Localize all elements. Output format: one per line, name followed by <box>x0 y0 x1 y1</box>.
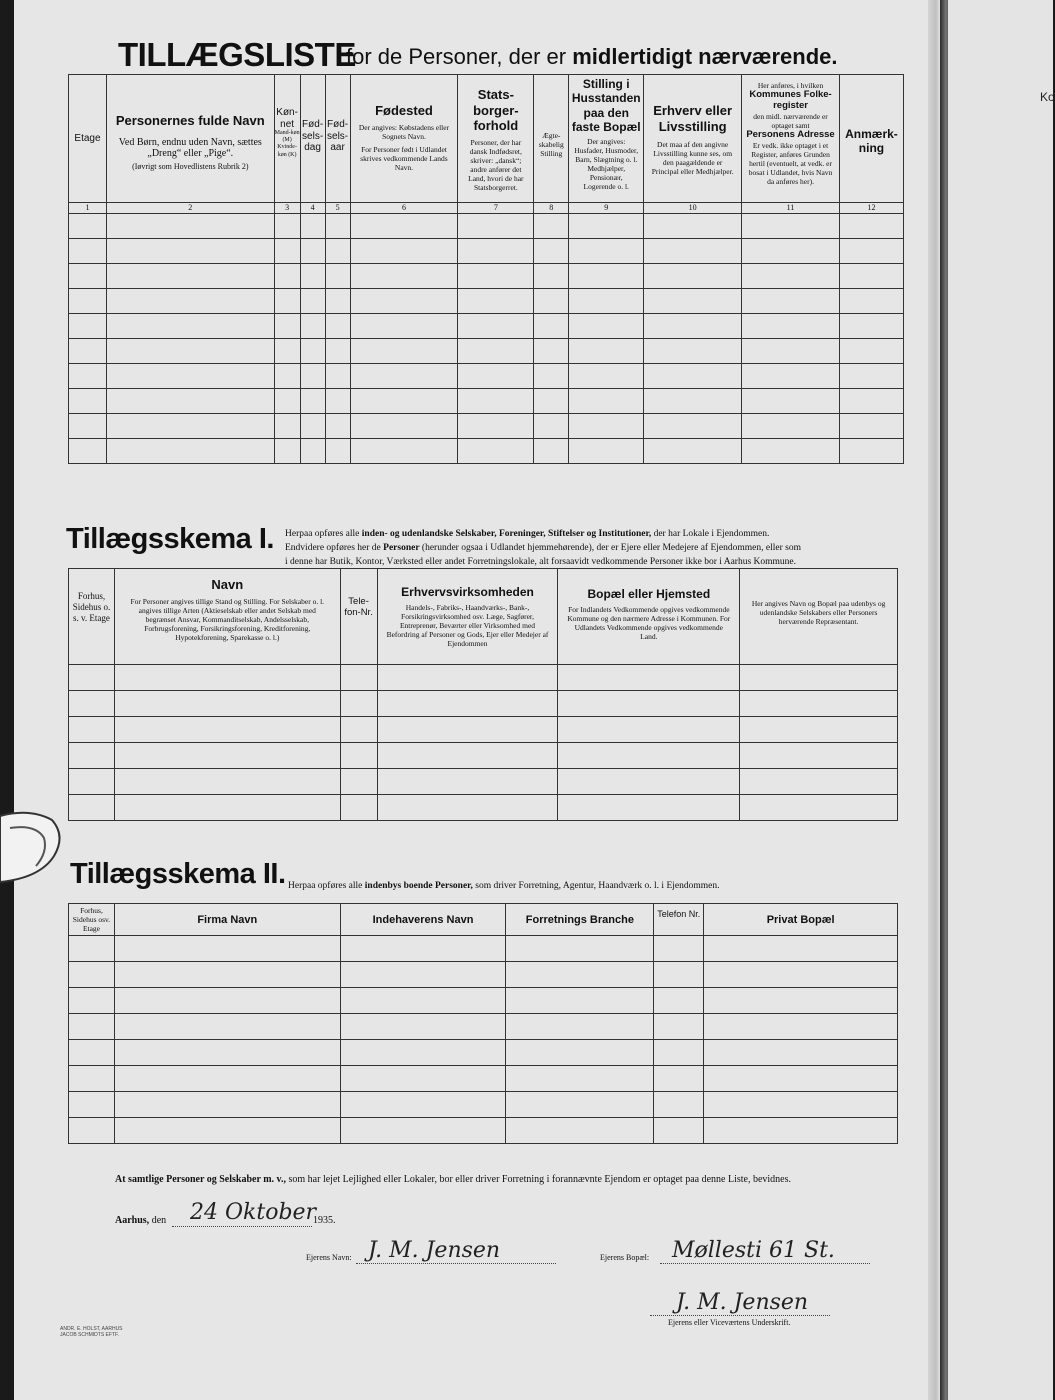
col-num: 1 <box>69 203 107 214</box>
table-cell <box>350 239 458 264</box>
table-cell <box>69 769 115 795</box>
table-cell <box>274 214 300 239</box>
table-row <box>69 795 898 821</box>
schema2-description: Herpaa opføres alle indenbys boende Personer, som driver Forretning, Agentur, Haandværk o. l. i Ejendommen. <box>288 881 720 891</box>
table-cell <box>839 289 903 314</box>
schema1-description: Herpaa opføres alle inden- og udenlandske Selskaber, Foreninger, Stiftelser og Institutioner, der har Lokale i Ejendommen. Endvidere opføres her de Personer (herunder ogsaa i Udlandet hjemmehørende), der er Ejere eller Medejere af Ejendommen, eller som i denne har Butik, Kontor, Værksted eller andet Forretningslokale, alt forsaavidt vedkommende Personer ikke bor i Aarhus Kommune. <box>285 529 801 567</box>
year: 1935. <box>313 1215 336 1226</box>
table-cell <box>654 1014 704 1040</box>
table-cell <box>458 414 534 439</box>
table-cell <box>654 962 704 988</box>
table-row <box>69 988 898 1014</box>
table-row <box>69 239 904 264</box>
table-cell <box>558 691 740 717</box>
table-cell <box>654 1092 704 1118</box>
table-cell <box>274 364 300 389</box>
table-cell <box>340 936 506 962</box>
owner-address-line <box>660 1263 870 1264</box>
table-cell <box>377 691 558 717</box>
table-cell <box>114 717 340 743</box>
table-cell <box>558 769 740 795</box>
s1-col-business: Erhvervsvirksomheden Handels-, Fabriks-, Haandværks-, Bank-, Forsikringsvirksomhed osv. Læge, Sagfører, Entreprenør, Beværter eller Virksomhed med Befordring af Personer og Gods, Ejer eller Medejer af Ejendommen <box>377 569 558 665</box>
table-cell <box>558 743 740 769</box>
schema2-title: Tillægsskema II. <box>70 858 286 890</box>
table-cell <box>839 214 903 239</box>
table-cell <box>106 389 274 414</box>
table-cell <box>69 289 107 314</box>
schema1-title: Tillægsskema I. <box>66 523 274 555</box>
table-cell <box>742 239 840 264</box>
table-cell <box>569 364 644 389</box>
table-cell <box>458 214 534 239</box>
table-cell <box>114 795 340 821</box>
col-etage: Etage <box>69 75 107 203</box>
table-cell <box>106 364 274 389</box>
schema2-rows <box>69 936 898 1144</box>
col-marital: Ægte-skabelig Stilling <box>534 75 569 203</box>
schema1-rows <box>69 665 898 821</box>
table-cell <box>458 364 534 389</box>
table-cell <box>506 1014 654 1040</box>
paper-clip <box>0 808 64 888</box>
table-cell <box>300 389 325 414</box>
table-cell <box>742 364 840 389</box>
table-cell <box>69 414 107 439</box>
table-cell <box>742 214 840 239</box>
col-num: 10 <box>644 203 742 214</box>
table-row <box>69 214 904 239</box>
table-cell <box>644 364 742 389</box>
table-cell <box>340 962 506 988</box>
col-household: Stilling i Husstanden paa den faste Bopæl Der angives: Husfader, Husmoder, Barn, Slægtning o. l. Medhjælper, Pensionær, Logerende o. l. <box>569 75 644 203</box>
table-cell <box>506 1040 654 1066</box>
table-cell <box>350 314 458 339</box>
table-row <box>69 414 904 439</box>
owner-name-label: Ejerens Navn: <box>306 1253 352 1262</box>
table-cell <box>114 743 340 769</box>
table-cell <box>340 1092 506 1118</box>
table-cell <box>534 339 569 364</box>
table-cell <box>300 414 325 439</box>
table-cell <box>839 414 903 439</box>
col-birthplace: Fødested Der angives: Købstadens eller Sognets Navn. For Personer født i Udlandet skrives vedkommende Lands Navn. <box>350 75 458 203</box>
table-cell <box>69 239 107 264</box>
table-cell <box>114 1092 340 1118</box>
table-cell <box>340 743 377 769</box>
table-cell <box>325 314 350 339</box>
col-num: 7 <box>458 203 534 214</box>
table-row <box>69 1014 898 1040</box>
table-cell <box>274 289 300 314</box>
table-cell <box>325 439 350 464</box>
table-cell <box>69 1040 115 1066</box>
table-cell <box>654 936 704 962</box>
table-cell <box>114 936 340 962</box>
col-num: 2 <box>106 203 274 214</box>
table-cell <box>340 665 377 691</box>
s2-col-owner: Indehaverens Navn <box>340 904 506 936</box>
table-cell <box>69 962 115 988</box>
table-cell <box>654 1040 704 1066</box>
signature-label: Ejerens eller Viceværtens Underskrift. <box>668 1318 791 1327</box>
table-cell <box>558 665 740 691</box>
table-cell <box>350 439 458 464</box>
table-cell <box>340 691 377 717</box>
table-cell <box>742 414 840 439</box>
table-cell <box>325 264 350 289</box>
col-remarks: Anmærk-ning <box>839 75 903 203</box>
table-cell <box>742 314 840 339</box>
table-cell <box>106 214 274 239</box>
table-cell <box>569 314 644 339</box>
table-row <box>69 962 898 988</box>
col-num: 8 <box>534 203 569 214</box>
col-occupation: Erhverv eller Livsstilling Det maa af den angivne Livsstilling kunne ses, om den paagældende er Principal eller Medhjælper. <box>644 75 742 203</box>
table-cell <box>274 439 300 464</box>
table-cell <box>350 264 458 289</box>
table-cell <box>350 214 458 239</box>
table-cell <box>350 339 458 364</box>
table-cell <box>704 1040 898 1066</box>
owner-address-label: Ejerens Bopæl: <box>600 1253 650 1262</box>
table-cell <box>704 988 898 1014</box>
table-cell <box>644 214 742 239</box>
table-cell <box>377 769 558 795</box>
table-cell <box>325 239 350 264</box>
table-row <box>69 264 904 289</box>
main-list-table <box>68 74 904 464</box>
table-cell <box>350 414 458 439</box>
table-row <box>69 439 904 464</box>
table-cell <box>106 414 274 439</box>
table-cell <box>644 264 742 289</box>
col-birthyear: Fød-sels-aar <box>325 75 350 203</box>
facing-page <box>948 0 1053 1400</box>
table-cell <box>742 439 840 464</box>
col-num: 3 <box>274 203 300 214</box>
table-row <box>69 1092 898 1118</box>
table-cell <box>114 1118 340 1144</box>
table-row <box>69 691 898 717</box>
col-register: Her anføres, i hvilken Kommunes Folke-register den midl. nærværende er optaget samt Personens Adresse Er vedk. ikke optaget i et Register, anføres Grunden hertil (eventuelt, at vedk. er bosat i Udlandet, hvis Navn da anføres her). <box>742 75 840 203</box>
table-cell <box>106 289 274 314</box>
table-cell <box>274 339 300 364</box>
table-cell <box>740 717 898 743</box>
table-cell <box>300 289 325 314</box>
table-cell <box>534 314 569 339</box>
table-cell <box>274 314 300 339</box>
table-cell <box>114 1014 340 1040</box>
owner-address-handwriting: Møllesti 61 St. <box>672 1238 835 1263</box>
table-cell <box>534 264 569 289</box>
table-cell <box>69 214 107 239</box>
table-cell <box>377 665 558 691</box>
table-cell <box>740 743 898 769</box>
table-cell <box>644 314 742 339</box>
table-cell <box>69 1118 115 1144</box>
table-cell <box>106 239 274 264</box>
table-cell <box>704 1092 898 1118</box>
table-cell <box>534 439 569 464</box>
table-cell <box>274 389 300 414</box>
table-cell <box>644 389 742 414</box>
table-cell <box>377 717 558 743</box>
table-row <box>69 364 904 389</box>
table-row <box>69 936 898 962</box>
table-cell <box>569 389 644 414</box>
table-cell <box>644 414 742 439</box>
table-cell <box>534 239 569 264</box>
table-cell <box>654 988 704 1014</box>
table-cell <box>325 389 350 414</box>
table-cell <box>69 1092 115 1118</box>
table-cell <box>325 339 350 364</box>
table-cell <box>704 1066 898 1092</box>
table-cell <box>839 339 903 364</box>
table-cell <box>654 1118 704 1144</box>
table-cell <box>839 239 903 264</box>
table-cell <box>274 239 300 264</box>
table-cell <box>69 665 115 691</box>
owner-name-line <box>356 1263 556 1264</box>
main-subtitle: for de Personer, der er midlertidigt nærværende. <box>346 44 838 69</box>
table-row <box>69 289 904 314</box>
table-cell <box>644 339 742 364</box>
table-cell <box>106 439 274 464</box>
table-cell <box>114 665 340 691</box>
schema1-table <box>68 568 898 821</box>
table-cell <box>340 717 377 743</box>
table-cell <box>340 1014 506 1040</box>
table-cell <box>350 289 458 314</box>
table-cell <box>506 962 654 988</box>
table-cell <box>325 364 350 389</box>
table-cell <box>69 1014 115 1040</box>
table-cell <box>740 769 898 795</box>
table-cell <box>300 364 325 389</box>
table-cell <box>274 264 300 289</box>
col-num: 11 <box>742 203 840 214</box>
table-cell <box>839 314 903 339</box>
table-cell <box>558 795 740 821</box>
table-cell <box>300 314 325 339</box>
table-cell <box>839 439 903 464</box>
table-cell <box>69 936 115 962</box>
table-cell <box>742 339 840 364</box>
attestation-text: At samtlige Personer og Selskaber m. v., som har lejet Lejlighed eller Lokaler, bor eller driver Forretning i forannævnte Ejendom er optaget paa denne Liste, bevidnes. <box>115 1174 791 1185</box>
table-cell <box>69 389 107 414</box>
table-cell <box>114 1040 340 1066</box>
table-cell <box>704 1014 898 1040</box>
col-num: 12 <box>839 203 903 214</box>
table-cell <box>69 364 107 389</box>
table-row <box>69 314 904 339</box>
table-cell <box>69 439 107 464</box>
s2-col-branch: Forretnings Branche <box>506 904 654 936</box>
col-num: 5 <box>325 203 350 214</box>
table-row <box>69 339 904 364</box>
table-cell <box>742 264 840 289</box>
table-cell <box>340 1118 506 1144</box>
col-citizenship: Stats-borger-forhold Personer, der har dansk Indfødsret, skriver: „dansk“; andre anfører det Land, hvori de har Statsborgerret. <box>458 75 534 203</box>
table-cell <box>654 1066 704 1092</box>
table-cell <box>569 214 644 239</box>
col-num: 6 <box>350 203 458 214</box>
table-cell <box>839 264 903 289</box>
table-cell <box>377 743 558 769</box>
main-title: TILLÆGSLISTE <box>118 36 356 73</box>
table-cell <box>644 239 742 264</box>
table-cell <box>742 289 840 314</box>
table-cell <box>506 936 654 962</box>
date-handwriting: 24 Oktober <box>190 1200 317 1225</box>
owner-name-handwriting: J. M. Jensen <box>368 1238 501 1263</box>
table-row <box>69 665 898 691</box>
table-cell <box>69 988 115 1014</box>
table-cell <box>106 314 274 339</box>
table-cell <box>506 988 654 1014</box>
table-cell <box>69 314 107 339</box>
date-line: Aarhus, den <box>115 1215 167 1226</box>
table-row <box>69 769 898 795</box>
table-cell <box>350 389 458 414</box>
table-cell <box>569 239 644 264</box>
printer-imprint: ANDR. E. HOLST, AARHUS JACOB SCHMIDTS EFTF. <box>60 1326 123 1338</box>
col-num: 4 <box>300 203 325 214</box>
s1-col-representative: Her angives Navn og Bopæl paa udenbys og udenlandske Selskabers eller Personers herværende Repræsentant. <box>740 569 898 665</box>
s2-col-private: Privat Bopæl <box>704 904 898 936</box>
table-row <box>69 717 898 743</box>
main-list-rows <box>69 214 904 464</box>
signature-handwriting: J. M. Jensen <box>676 1290 809 1315</box>
table-cell <box>114 962 340 988</box>
table-cell <box>644 289 742 314</box>
table-cell <box>340 1040 506 1066</box>
s1-col-phone: Tele-fon-Nr. <box>340 569 377 665</box>
table-cell <box>644 439 742 464</box>
table-cell <box>69 795 115 821</box>
table-cell <box>742 389 840 414</box>
table-cell <box>534 364 569 389</box>
col-name: Personernes fulde Navn Ved Børn, endnu uden Navn, sættes „Dreng“ eller „Pige“. (Iøvrigt som Hovedlistens Rubrik 2) <box>106 75 274 203</box>
table-cell <box>839 389 903 414</box>
table-cell <box>377 795 558 821</box>
table-cell <box>458 289 534 314</box>
table-row <box>69 743 898 769</box>
table-row <box>69 389 904 414</box>
table-row <box>69 1118 898 1144</box>
table-cell <box>69 691 115 717</box>
table-cell <box>340 988 506 1014</box>
table-cell <box>534 214 569 239</box>
table-cell <box>340 795 377 821</box>
table-row <box>69 1066 898 1092</box>
table-cell <box>569 289 644 314</box>
table-cell <box>325 289 350 314</box>
table-cell <box>506 1118 654 1144</box>
table-cell <box>569 264 644 289</box>
table-cell <box>114 1066 340 1092</box>
table-cell <box>569 414 644 439</box>
table-cell <box>300 264 325 289</box>
table-cell <box>69 339 107 364</box>
facing-page-text: Ko <box>1040 90 1055 104</box>
table-cell <box>340 1066 506 1092</box>
table-cell <box>340 769 377 795</box>
table-cell <box>704 936 898 962</box>
table-cell <box>458 314 534 339</box>
table-cell <box>458 439 534 464</box>
table-cell <box>114 691 340 717</box>
table-cell <box>325 414 350 439</box>
table-cell <box>69 717 115 743</box>
table-cell <box>740 691 898 717</box>
table-cell <box>458 389 534 414</box>
table-cell <box>458 239 534 264</box>
table-cell <box>534 389 569 414</box>
table-cell <box>740 795 898 821</box>
s2-col-firm: Firma Navn <box>114 904 340 936</box>
s1-col-residence: Bopæl eller Hjemsted For Indlandets Vedkommende opgives vedkommende Kommune og den nærmere Adresse i Kommunen. For Udlandets Vedkommende opgives vedkommende Land. <box>558 569 740 665</box>
table-cell <box>300 214 325 239</box>
table-cell <box>69 1066 115 1092</box>
date-underline <box>172 1226 312 1227</box>
s2-col-phone: Telefon Nr. <box>654 904 704 936</box>
table-cell <box>300 239 325 264</box>
table-cell <box>106 264 274 289</box>
table-cell <box>114 769 340 795</box>
table-cell <box>106 339 274 364</box>
table-cell <box>350 364 458 389</box>
table-cell <box>740 665 898 691</box>
col-gender: Køn-net Mand-køn (M) Kvinde-køn (K) <box>274 75 300 203</box>
table-row <box>69 1040 898 1066</box>
table-cell <box>704 1118 898 1144</box>
table-cell <box>325 214 350 239</box>
table-cell <box>569 339 644 364</box>
table-cell <box>300 339 325 364</box>
table-cell <box>458 339 534 364</box>
table-cell <box>506 1066 654 1092</box>
s1-col-etage: Forhus, Sidehus o. s. v. Etage <box>69 569 115 665</box>
table-cell <box>569 439 644 464</box>
table-cell <box>300 439 325 464</box>
col-num: 9 <box>569 203 644 214</box>
col-birthday: Fød-sels-dag <box>300 75 325 203</box>
table-cell <box>69 264 107 289</box>
table-cell <box>506 1092 654 1118</box>
table-cell <box>274 414 300 439</box>
table-cell <box>114 988 340 1014</box>
signature-line <box>650 1315 830 1316</box>
table-cell <box>558 717 740 743</box>
table-cell <box>704 962 898 988</box>
table-cell <box>839 364 903 389</box>
table-cell <box>534 414 569 439</box>
table-cell <box>534 289 569 314</box>
table-cell <box>69 743 115 769</box>
s2-col-etage: Forhus, Sidehus osv. Etage <box>69 904 115 936</box>
schema2-table <box>68 903 898 1144</box>
table-cell <box>458 264 534 289</box>
s1-col-name: Navn For Personer angives tillige Stand og Stilling. For Selskaber o. l. angives tillige Arten (Aktieselskab eller andet Selskab med begrænset Ansvar, Kommanditselskab, Andelsselskab, Forbrugsforening, Forsikringsforening, Kreditforening, Hypotekforening, Sparekasse o. l.) <box>114 569 340 665</box>
